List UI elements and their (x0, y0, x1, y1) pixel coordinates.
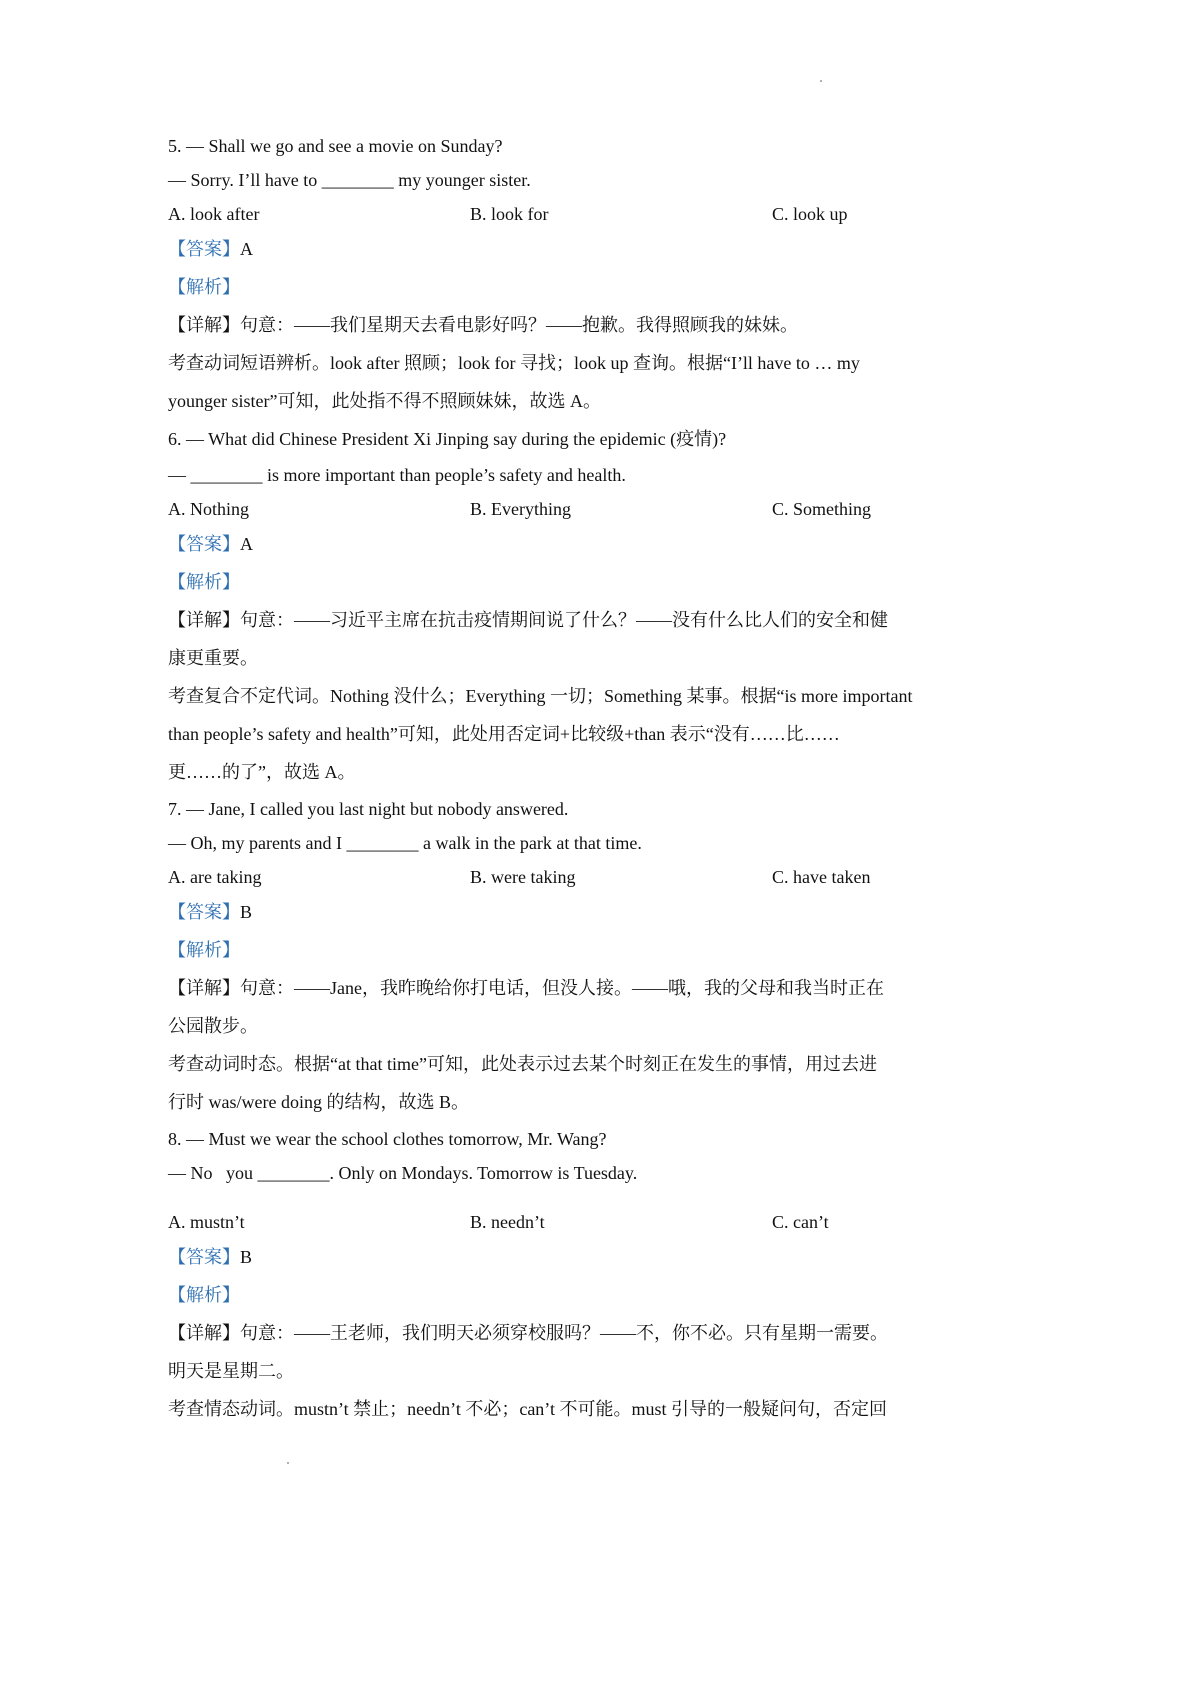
answer-line (168, 238, 253, 260)
answer-value: A (240, 239, 253, 259)
question-reply: — ________ is more important than people’s safety and health. (168, 465, 626, 485)
answer-line (168, 1246, 252, 1268)
analysis-tag: 【解析】 (168, 572, 240, 592)
question-stem: 7. — Jane, I called you last night but nobody answered. (168, 799, 569, 819)
scan-dot (820, 80, 822, 82)
answer-value: A (240, 534, 253, 554)
explanation-line: than people’s safety and health”可知，此处用否定词+比较级+than 表示“没有……比…… (168, 724, 840, 744)
answer-value: B (240, 1247, 253, 1267)
answer-tag: 【答案】 (168, 239, 240, 259)
answer-value: B (240, 902, 253, 922)
explanation-line: 考查情态动词。mustn’t 禁止；needn’t 不必；can’t 不可能。must 引导的一般疑问句，否定回 (168, 1399, 887, 1419)
question-reply: — Sorry. I’ll have to ________ my younger sister. (168, 170, 531, 190)
explanation-line: 公园散步。 (168, 1016, 258, 1036)
explanation-line: 康更重要。 (168, 648, 258, 668)
explanation-line: 【详解】句意：——习近平主席在抗击疫情期间说了什么？——没有什么比人们的安全和健 (168, 610, 888, 630)
scan-dot (287, 1462, 289, 1464)
question-stem: 5. — Shall we go and see a movie on Sunday? (168, 136, 503, 156)
analysis-tag: 【解析】 (168, 1285, 240, 1305)
option-b: B. look for (470, 204, 549, 224)
option-c: C. Something (772, 499, 872, 519)
explanation-line: 考查动词时态。根据“at that time”可知，此处表示过去某个时刻正在发生的事情，用过去进 (168, 1054, 877, 1074)
explanation-line: 【详解】句意：——王老师，我们明天必须穿校服吗？——不，你不必。只有星期一需要。 (168, 1323, 888, 1343)
answer-line (168, 901, 252, 923)
explanation-line: 行时 was/were doing 的结构，故选 B。 (168, 1092, 469, 1112)
analysis-tag: 【解析】 (168, 940, 240, 960)
question-reply: — Oh, my parents and I ________ a walk in the park at that time. (168, 833, 642, 853)
option-a: A. Nothing (168, 499, 249, 519)
question-stem: 8. — Must we wear the school clothes tomorrow, Mr. Wang? (168, 1129, 607, 1149)
answer-tag: 【答案】 (168, 902, 240, 922)
option-a: A. mustn’t (168, 1212, 245, 1232)
option-b: B. needn’t (470, 1212, 545, 1232)
option-b: B. were taking (470, 867, 576, 887)
explanation-line: 考查动词短语辨析。look after 照顾；look for 寻找；look up 查询。根据“I’ll have to … my (168, 353, 860, 373)
explanation-line: 更……的了”，故选 A。 (168, 762, 356, 782)
option-a: A. are taking (168, 867, 262, 887)
analysis-tag: 【解析】 (168, 277, 240, 297)
option-a: A. look after (168, 204, 260, 224)
explanation-line: 【详解】句意：——我们星期天去看电影好吗？——抱歉。我得照顾我的妹妹。 (168, 315, 798, 335)
explanation-line: 明天是星期二。 (168, 1361, 294, 1381)
option-c: C. look up (772, 204, 848, 224)
answer-tag: 【答案】 (168, 1247, 240, 1267)
explanation-line: younger sister”可知，此处指不得不照顾妹妹，故选 A。 (168, 391, 601, 411)
question-stem: 6. — What did Chinese President Xi Jinping say during the epidemic (疫情)? (168, 429, 727, 449)
question-reply: — No you ________. Only on Mondays. Tomorrow is Tuesday. (168, 1163, 638, 1183)
option-c: C. can’t (772, 1212, 829, 1232)
option-b: B. Everything (470, 499, 571, 519)
answer-line (168, 533, 253, 555)
explanation-line: 【详解】句意：——Jane，我昨晚给你打电话，但没人接。——哦，我的父母和我当时正在 (168, 978, 884, 998)
answer-tag: 【答案】 (168, 534, 240, 554)
option-c: C. have taken (772, 867, 871, 887)
explanation-line: 考查复合不定代词。Nothing 没什么；Everything 一切；Something 某事。根据“is more important (168, 686, 913, 706)
